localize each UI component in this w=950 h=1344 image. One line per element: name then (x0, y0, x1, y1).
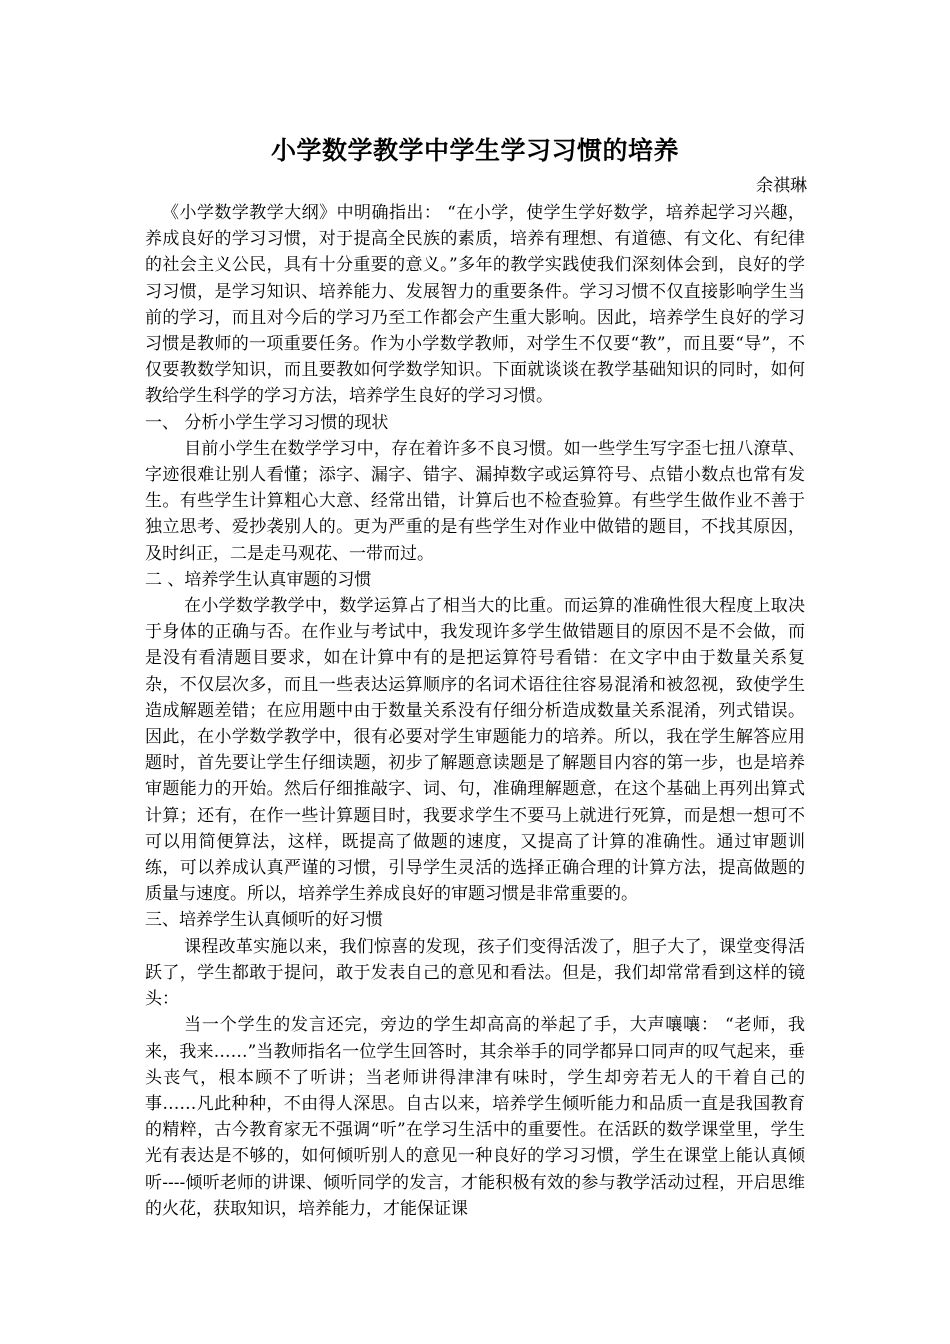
author-name: 余祺琳 (756, 176, 807, 196)
section-heading-2: 二 、培养学生认真审题的习惯 (145, 569, 372, 590)
document-body (145, 200, 805, 1222)
section-3-paragraph-1: 课程改革实施以来，我们惊喜的发现，孩子们变得活泼了，胆子大了，课堂变得活跃了，学生都敢于提问，敢于发表自己的意见和看法。但是，我们却常常看到这样的镜头： (145, 936, 805, 1010)
section-2-paragraph: 在小学数学教学中，数学运算占了相当大的比重。而运算的准确性很大程度上取决于身体的正确与否。在作业与考试中，我发现许多学生做错题目的原因不是不会做，而是没有看清题目要求，如在计算中有的是把运算符号看错：在文字中由于数量关系复杂，不仅层次多，而且一些表达运算顺序的名词术语往往容易混淆和被忽视，致使学生造成解题差错；在应用题中由于数量关系没有仔细分析造成数量关系混淆，列式错误。因此，在小学数学教学中，很有必要对学生审题能力的培养。所以，我在学生解答应用题时，首先要让学生仔细读题，初步了解题意读题是了解题目内容的第一步，也是培养审题能力的开始。然后仔细推敲字、词、句，准确理解题意，在这个基础上再列出算式计算；还有，在作一些计算题目时，我要求学生不要马上就进行死算，而是想一想可不可以用简便算法，这样，既提高了做题的速度，又提高了计算的准确性。通过审题训练，可以养成认真严谨的习惯，引导学生灵活的选择正确合理的计算方法，提高做题的质量与速度。所以，培养学生养成良好的审题习惯是非常重要的。 (145, 596, 805, 905)
section-3-paragraph-2: 当一个学生的发言还完，旁边的学生却高高的举起了手，大声嚷嚷： “老师，我来，我来……”当教师指名一位学生回答时，其余举手的同学都异口同声的叹气起来，垂头丧气，根本顾不了听讲；当老师讲得津津有味时，学生却旁若无人的干着自己的事……凡此种种，不由得人深思。自古以来，培养学生倾听能力和品质一直是我国教育的精粹，古今教育家无不强调“听”在学习生活中的重要性。在活跃的数学课堂里，学生光有表达是不够的，如何倾听别人的意见一种良好的学习习惯，学生在课堂上能认真倾听----倾听老师的讲课、倾听同学的发言，才能积极有效的参与教学活动过程，开启思维的火花，获取知识，培养能力，才能保证课 (145, 1015, 805, 1219)
intro-paragraph: 《小学数学教学大纲》中明确指出： “在小学，使学生学好数学，培养起学习兴趣，养成良好的学习习惯，对于提高全民族的素质，培养有理想、有道德、有文化、有纪律的社会主义公民，具有十分重要的意义。”多年的教学实践使我们深刻体会到，良好的学习习惯，是学习知识、培养能力、发展智力的重要条件。学习习惯不仅直接影响学生当前的学习，而且对今后的学习乃至工作都会产生重大影响。因此，培养学生良好的学习习惯是教师的一项重要任务。作为小学数学教师，对学生不仅要“教”，而且要“导”，不仅要教数学知识，而且要教如何学数学知识。下面就谈谈在教学基础知识的同时，如何教给学生科学的学习方法，培养学生良好的学习习惯。 (145, 203, 805, 407)
section-heading-1: 一、 分析小学生学习习惯的现状 (145, 412, 389, 433)
section-heading-3: 三、培养学生认真倾听的好习惯 (145, 910, 383, 931)
section-1-paragraph: 目前小学生在数学学习中，存在着许多不良习惯。如一些学生写字歪七扭八潦草、字迹很难让别人看懂；添字、漏字、错字、漏掉数字或运算符号、点错小数点也常有发生。有些学生计算粗心大意、经常出错，计算后也不检查验算。有些学生做作业不善于独立思考、爱抄袭别人的。更为严重的是有些学生对作业中做错的题目，不找其原因，及时纠正，二是走马观花、一带而过。 (145, 438, 805, 564)
document-title: 小学数学教学中学生学习习惯的培养 (270, 136, 679, 165)
